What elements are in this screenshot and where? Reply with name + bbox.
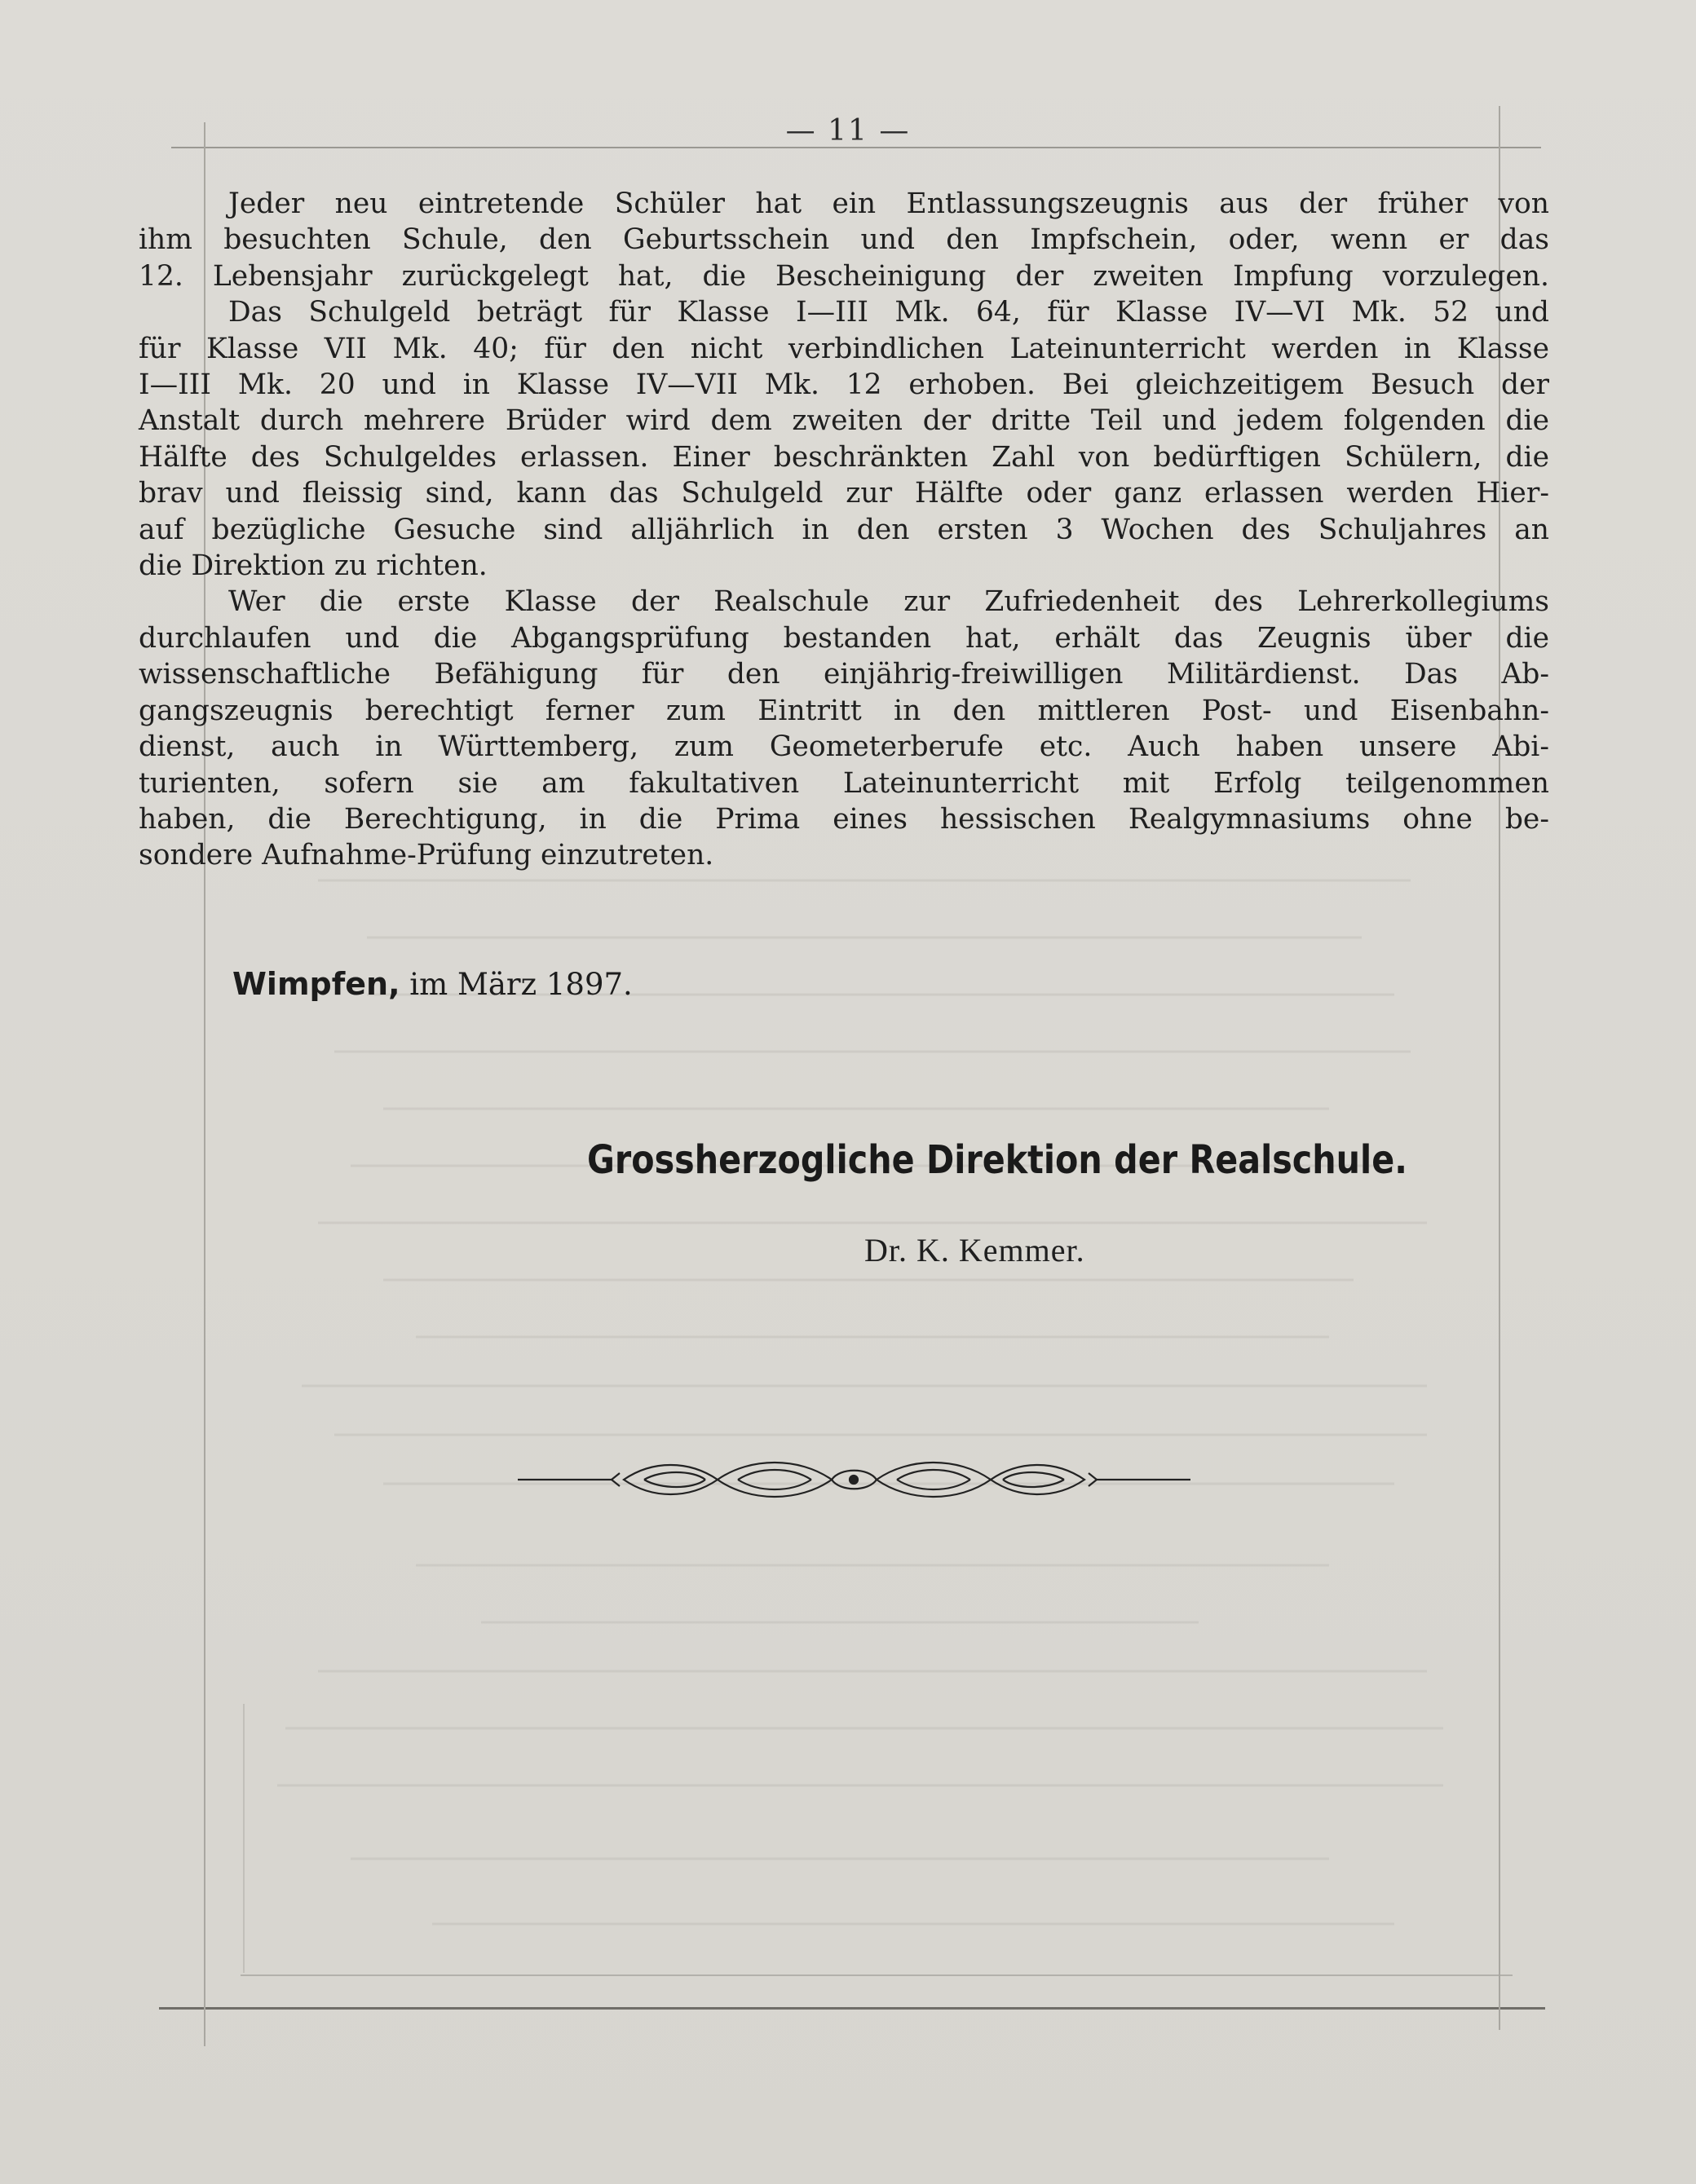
place-name: Wimpfen, <box>232 966 400 1002</box>
date: im März 1897. <box>409 967 633 1002</box>
text-line: auf bezügliche Gesuche sind alljährlich in den ersten 3 Wochen des Schuljahres an <box>139 513 1549 546</box>
text-line: haben, die Berechtigung, in die Prima eines hessischen Realgymnasiums ohne be- <box>139 802 1549 836</box>
text-line: für Klasse VII Mk. 40; für den nicht verbindlichen Lateinunterricht werden in Klasse <box>139 332 1549 365</box>
text-line: durchlaufen und die Abgangsprüfung bestanden hat, erhält das Zeugnis über die <box>139 621 1549 655</box>
issuing-office: Grossherzogliche Direktion der Realschule. <box>587 1137 1407 1183</box>
text-line: Hälfte des Schulgeldes erlassen. Einer beschränkten Zahl von bedürftigen Schülern, die <box>139 440 1549 474</box>
lower-frame-rule <box>241 1974 1513 1976</box>
text-line: I—III Mk. 20 und in Klasse IV—VII Mk. 12 erhoben. Bei gleichzeitigem Besuch der <box>139 368 1549 402</box>
scroll-ornament-divider-icon <box>514 1455 1195 1504</box>
inner-left-rule <box>243 1704 245 1973</box>
text-line: Anstalt durch mehrere Brüder wird dem zweiten der dritte Teil und jedem folgenden die <box>139 404 1549 438</box>
text-line: Wer die erste Klasse der Realschule zur Zufriedenheit des Lehrerkollegiums <box>228 585 1549 619</box>
text-line: turienten, sofern sie am fakultativen Lateinunterricht mit Erfolg teilgenommen <box>139 766 1549 800</box>
place-and-date <box>232 966 633 1002</box>
signatory-name: Dr. K. Kemmer. <box>864 1232 1085 1268</box>
text-line: brav und fleissig sind, kann das Schulgeld zur Hälfte oder ganz erlassen werden Hier- <box>139 477 1549 510</box>
bottom-rule <box>159 2007 1545 2010</box>
text-line: Das Schulgeld beträgt für Klasse I—III Mk. 64, für Klasse IV—VI Mk. 52 und <box>228 296 1549 329</box>
text-line: gangszeugnis berechtigt ferner zum Eintritt in den mittleren Post- und Eisenbahn- <box>139 694 1549 727</box>
text-line: 12. Lebensjahr zurückgelegt hat, die Bescheinigung der zweiten Impfung vorzulegen. <box>139 259 1549 293</box>
text-line: die Direktion zu richten. <box>139 549 488 583</box>
text-line: wissenschaftliche Befähigung für den einjährig-freiwilligen Militärdienst. Das Ab- <box>139 658 1549 691</box>
text-line: dienst, auch in Württemberg, zum Geometerberufe etc. Auch haben unsere Abi- <box>139 730 1549 764</box>
body-text <box>139 186 1549 874</box>
text-line: sondere Aufnahme-Prüfung einzutreten. <box>139 839 714 872</box>
text-line: Jeder neu eintretende Schüler hat ein Entlassungszeugnis aus der früher von <box>228 188 1549 220</box>
text-line: ihm besuchten Schule, den Geburtsschein und den Impfschein, oder, wenn er das <box>139 223 1549 257</box>
page-number: — 11 — <box>785 114 911 148</box>
show-through-texture <box>269 848 1460 1973</box>
